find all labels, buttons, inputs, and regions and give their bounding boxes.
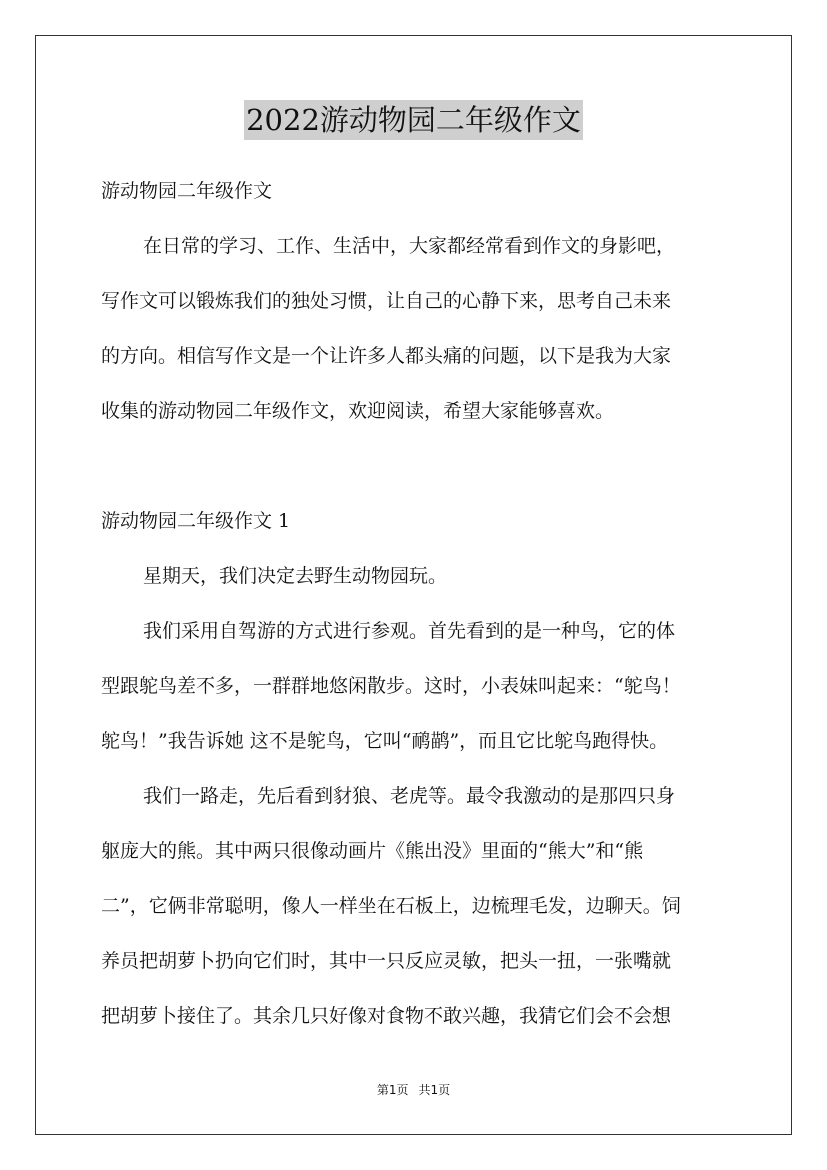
document-title: 2022游动物园二年级作文 [244, 100, 583, 140]
paragraph-line: 的方向。相信写作文是一个让许多人都头痛的问题，以下是我为大家 [101, 345, 672, 367]
paragraph-line: 星期天，我们决定去野生动物园玩。 [143, 565, 448, 587]
section-heading: 游动物园二年级作文 [101, 180, 273, 202]
paragraph-line: 躯庞大的熊。其中两只很像动画片《熊出没》里面的“熊大”和“熊 [101, 840, 644, 862]
paragraph-line: 在日常的学习、工作、生活中，大家都经常看到作文的身影吧， [143, 235, 676, 257]
document-body [101, 164, 736, 1044]
paragraph-line: 把胡萝卜接住了。其余几只好像对食物不敢兴趣，我猜它们会不会想 [101, 1005, 672, 1027]
paragraph-line: 二”，它俩非常聪明，像人一样坐在石板上，边梳理毛发，边聊天。饲 [101, 895, 681, 917]
paragraph-line: 型跟鸵鸟差不多，一群群地悠闲散步。这时，小表妹叫起来：“鸵鸟！ [101, 675, 681, 697]
paragraph-line: 鸵鸟！”我告诉她 这不是鸵鸟，它叫“鸸鹋”，而且它比鸵鸟跑得快。 [101, 730, 669, 752]
paragraph-line: 养员把胡萝卜扔向它们时，其中一只反应灵敏，把头一扭，一张嘴就 [101, 950, 672, 972]
blank-line [101, 439, 736, 494]
page-total: 共1页 [418, 1083, 451, 1097]
page-number: 第1页 [376, 1083, 409, 1097]
paragraph-line: 写作文可以锻炼我们的独处习惯，让自己的心静下来，思考自己未来 [101, 290, 672, 312]
section-heading: 游动物园二年级作文 1 [101, 510, 291, 532]
page-footer [0, 1082, 827, 1098]
paragraph-line: 我们采用自驾游的方式进行参观。首先看到的是一种鸟，它的体 [143, 620, 676, 642]
title-container [0, 100, 827, 140]
paragraph-line: 我们一路走，先后看到豺狼、老虎等。最令我激动的是那四只身 [143, 785, 676, 807]
paragraph-line: 收集的游动物园二年级作文，欢迎阅读，希望大家能够喜欢。 [101, 400, 615, 422]
